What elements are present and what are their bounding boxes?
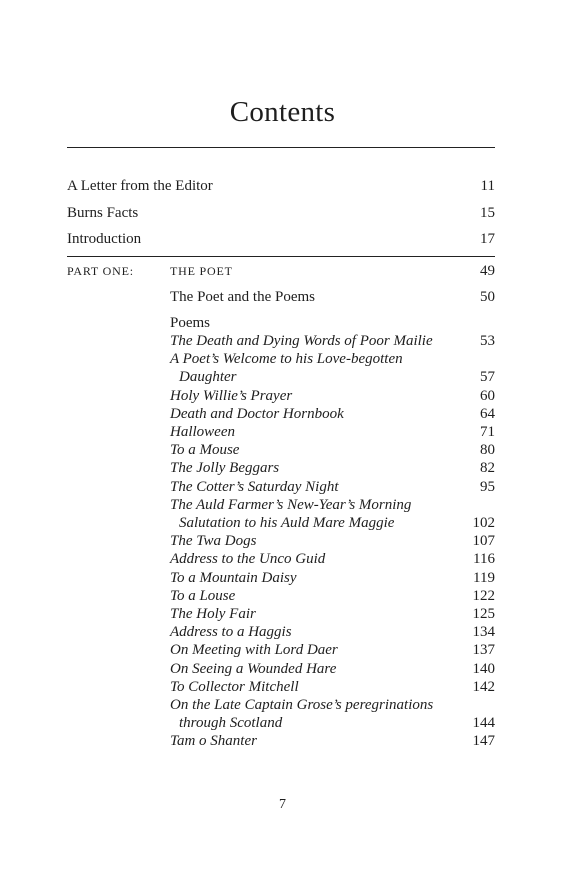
entry-page: 80 [480, 442, 495, 459]
entry-title: To a Mouse [170, 442, 240, 459]
entry-page: 71 [480, 424, 495, 440]
toc-entry [67, 623, 495, 642]
top-rule [67, 147, 495, 148]
entry-page: 53 [480, 333, 495, 349]
toc-entry [67, 332, 495, 351]
entry-title: Holy Willie’s Prayer [170, 387, 293, 404]
entry-title: Death and Doctor Hornbook [170, 405, 344, 422]
entry-title: The Auld Farmer’s New-Year’s Morning [170, 496, 412, 513]
entry-title: Address to a Haggis [170, 624, 292, 641]
toc-entry [67, 230, 495, 249]
toc-entry [67, 405, 495, 424]
part-heading [67, 262, 495, 281]
entry-page: 122 [472, 587, 495, 604]
entry-title: Salutation to his Auld Mare Maggie [179, 515, 395, 531]
toc-entry [67, 532, 495, 551]
entry-title: Address to the Unco Guid [170, 551, 326, 568]
entry-title: To a Louse [170, 587, 236, 604]
toc-entry [67, 569, 495, 588]
entry-page: 147 [472, 733, 495, 750]
entry-page: 15 [480, 205, 495, 221]
entry-page: 95 [480, 478, 495, 495]
poems-heading-label: Poems [170, 315, 211, 331]
entry-page: 50 [480, 289, 495, 305]
toc-entry [67, 288, 495, 307]
toc-entry [67, 714, 495, 733]
part-label: PART ONE: [67, 264, 134, 278]
toc-entry [67, 177, 495, 196]
entry-page: 116 [473, 551, 495, 568]
toc-entry [67, 441, 495, 460]
toc-entry [67, 678, 495, 697]
toc-entry [67, 605, 495, 624]
toc-entry [67, 587, 495, 606]
entry-title: On Seeing a Wounded Hare [170, 660, 337, 677]
toc-entry [67, 641, 495, 660]
entry-title: through Scotland [179, 715, 283, 732]
toc-entry [67, 732, 495, 751]
entry-page: 137 [472, 642, 495, 659]
entry-page: 102 [472, 515, 495, 531]
toc-entry [67, 350, 495, 369]
toc-entry [67, 514, 495, 533]
entry-title: On Meeting with Lord Daer [170, 642, 338, 659]
entry-title: On the Late Captain Grose’s peregrinations [170, 697, 434, 713]
entry-title: The Twa Dogs [170, 533, 257, 550]
entry-title: Halloween [170, 424, 235, 440]
entry-page: 134 [472, 624, 495, 641]
entry-page: 144 [472, 715, 495, 732]
toc-entry [67, 478, 495, 497]
toc-entry [67, 368, 495, 387]
entry-title: To Collector Mitchell [170, 678, 299, 695]
entry-page: 64 [480, 405, 495, 422]
toc-entry [67, 660, 495, 679]
toc-entry [67, 387, 495, 406]
entry-title: The Poet and the Poems [170, 289, 315, 305]
entry-page: 60 [480, 387, 495, 404]
entry-title: The Jolly Beggars [170, 460, 280, 477]
entry-page: 17 [480, 231, 495, 247]
entry-page: 57 [480, 369, 495, 386]
toc-entry [67, 696, 495, 715]
entry-title: The Death and Dying Words of Poor Mailie [170, 333, 433, 349]
toc-entry [67, 496, 495, 515]
part-title: THE POET [170, 264, 233, 278]
entry-title: A Letter from the Editor [67, 178, 213, 194]
entry-title: To a Mountain Daisy [170, 569, 297, 586]
part-rule [67, 256, 495, 257]
entry-title: The Cotter’s Saturday Night [170, 478, 339, 495]
poems-heading [67, 314, 495, 333]
entry-page: 82 [480, 460, 495, 477]
toc-entry [67, 550, 495, 569]
toc-entry [67, 423, 495, 442]
entry-title: The Holy Fair [170, 606, 256, 622]
toc-entry [67, 459, 495, 478]
page-title: Contents [229, 96, 336, 128]
entry-page: 142 [472, 678, 495, 695]
entry-title: A Poet’s Welcome to his Love-begotten [170, 351, 403, 368]
page-number: 7 [279, 797, 286, 812]
entry-page: 140 [472, 660, 495, 677]
toc-entry [67, 204, 495, 223]
entry-title: Introduction [67, 231, 142, 247]
entry-title: Tam o Shanter [170, 733, 257, 750]
part-page: 49 [480, 263, 495, 279]
entry-page: 11 [480, 178, 495, 194]
entry-page: 119 [473, 569, 495, 586]
entry-page: 107 [472, 533, 495, 550]
entry-page: 125 [472, 606, 495, 622]
entry-title: Burns Facts [67, 205, 139, 221]
entry-title: Daughter [179, 369, 237, 386]
